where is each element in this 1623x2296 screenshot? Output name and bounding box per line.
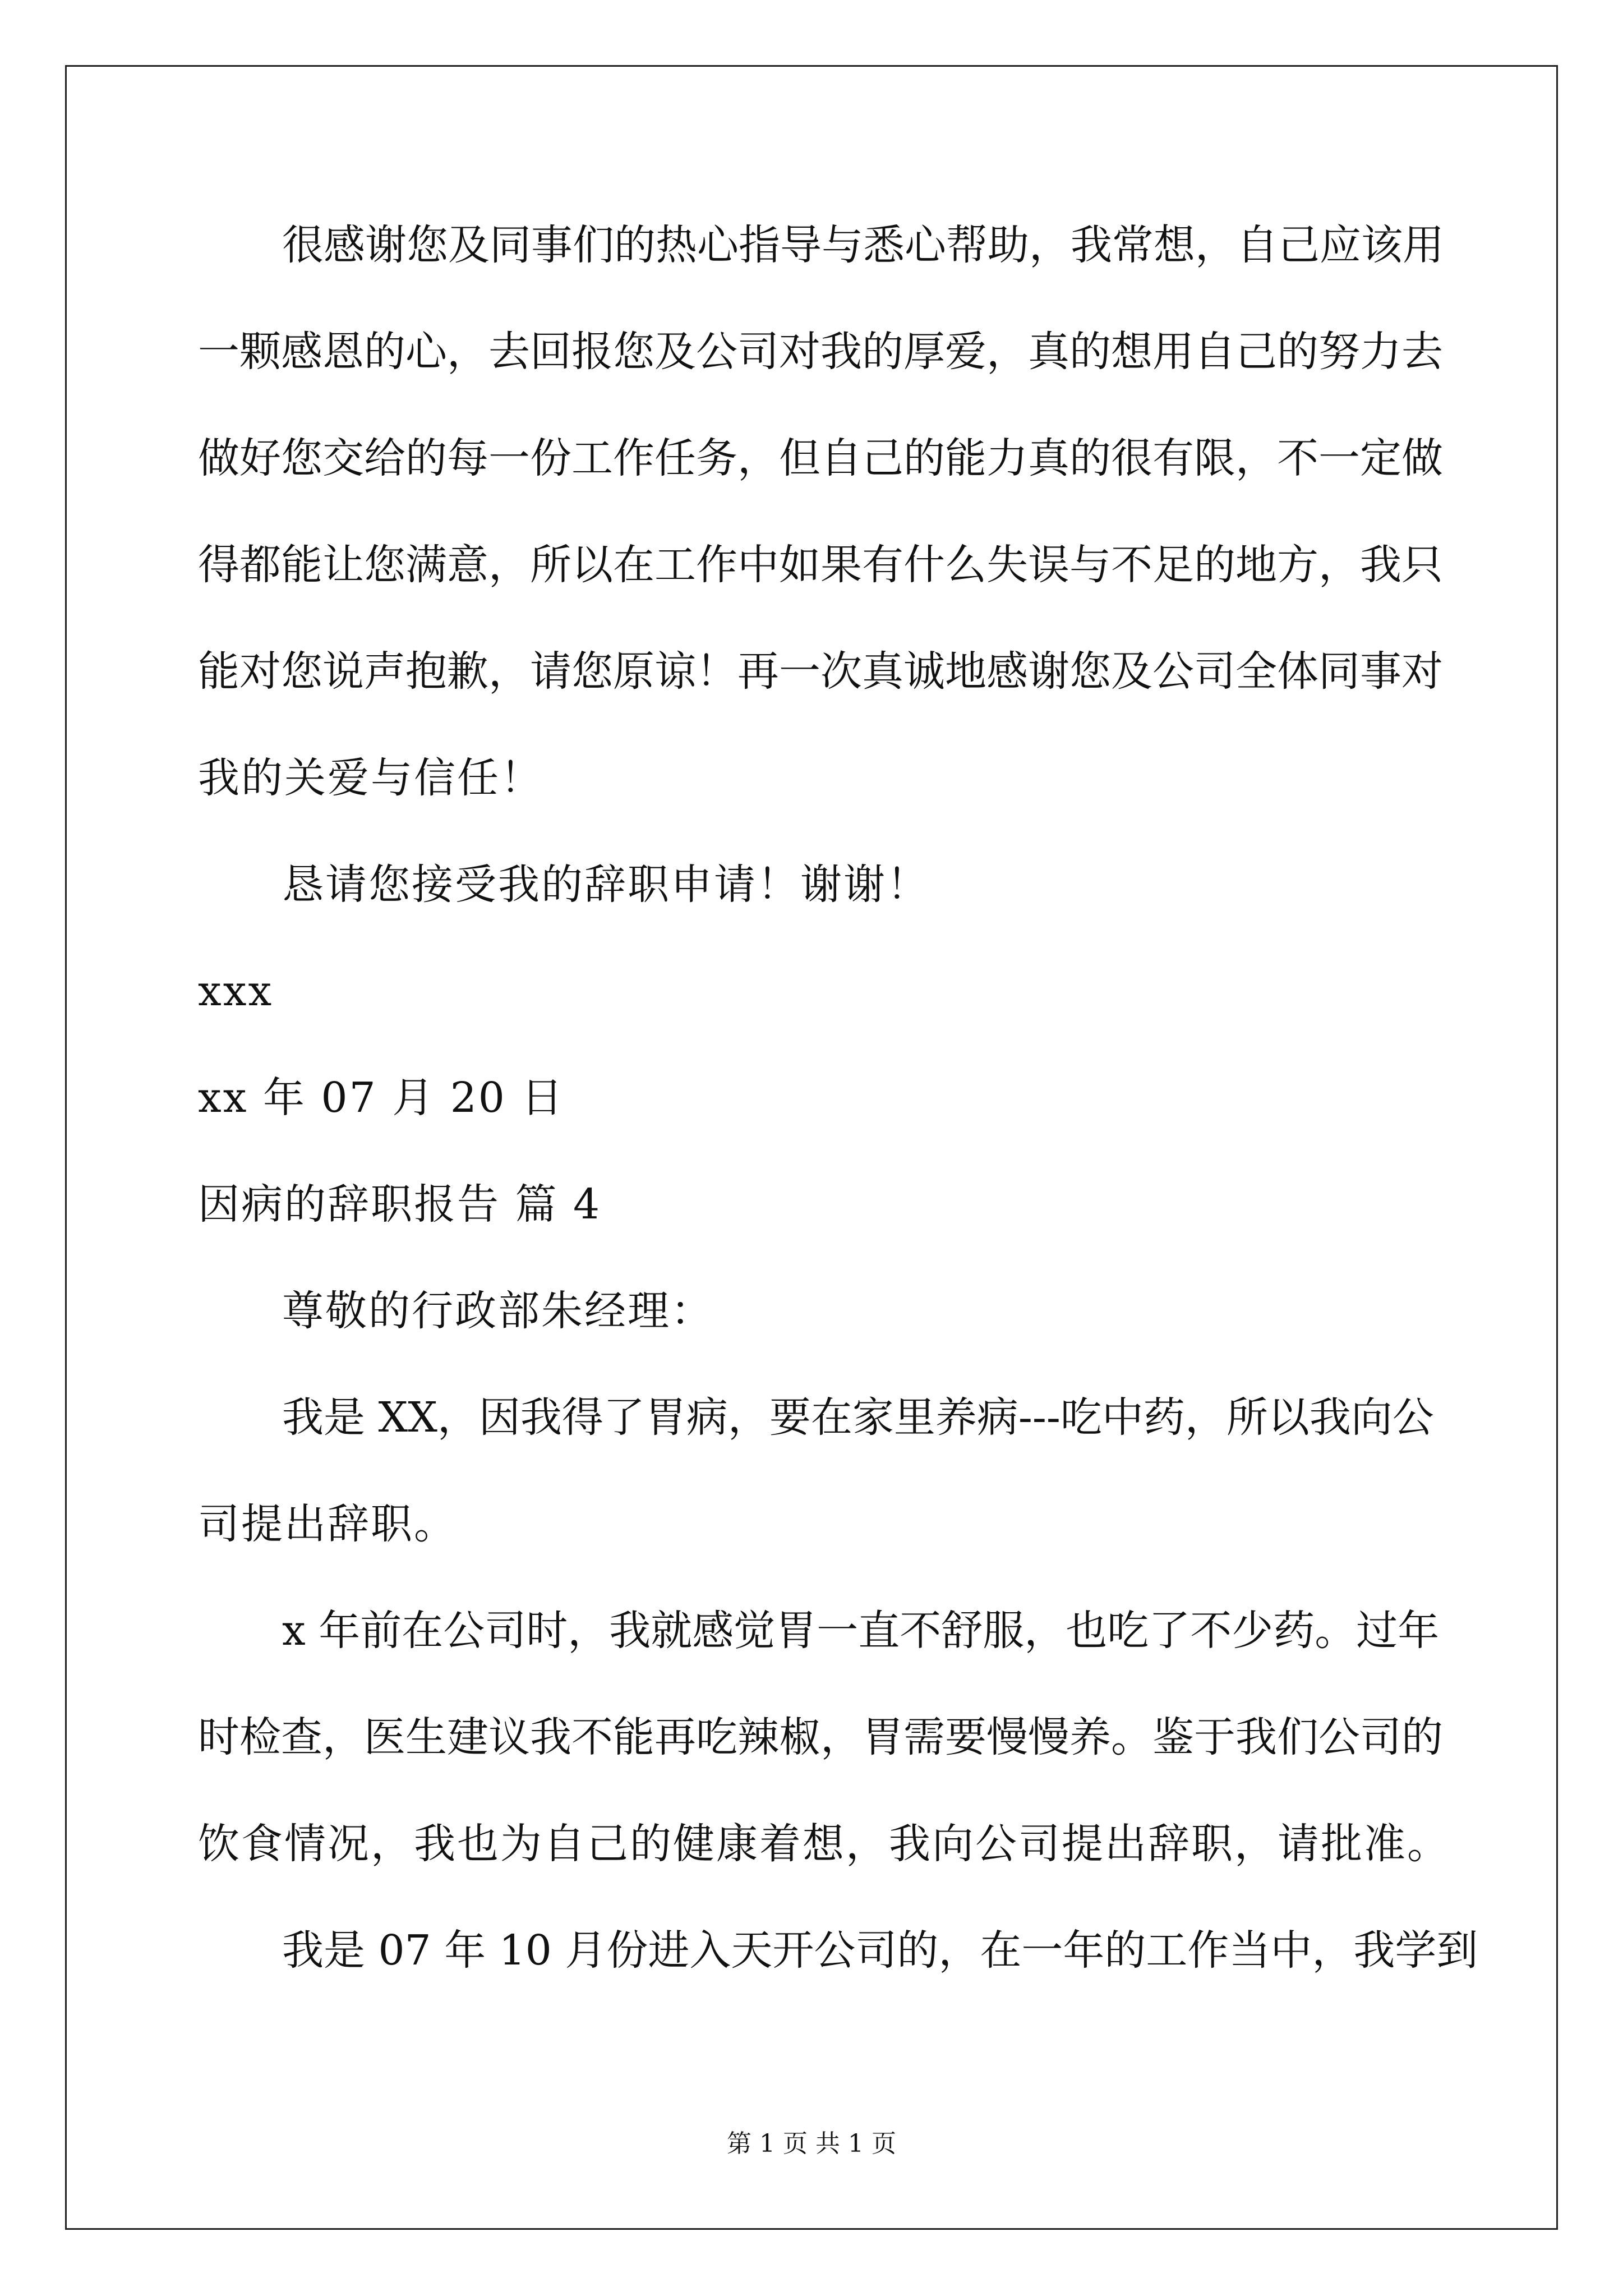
paragraph-line: 能对您说声抱歉，请您原谅！再一次真诚地感谢您及公司全体同事对	[198, 647, 1443, 696]
paragraph-line: 我的关爱与信任！	[198, 754, 543, 802]
section-heading: 因病的辞职报告 篇 4	[198, 1180, 602, 1228]
signature-date: xx 年 07 月 20 日	[198, 1074, 565, 1122]
paragraph-line: 我是 XX，因我得了胃病，要在家里养病---吃中药，所以我向公	[282, 1393, 1434, 1442]
paragraph-line: 很感谢您及同事们的热心指导与悉心帮助，我常想，自己应该用	[282, 221, 1444, 269]
page-border	[65, 65, 1558, 2230]
paragraph-line: 恳请您接受我的辞职申请！谢谢！	[282, 861, 930, 909]
signature-name: xxx	[198, 967, 274, 1015]
paragraph-line: 饮食情况，我也为自己的健康着想，我向公司提出辞职，请批准。	[198, 1820, 1450, 1868]
salutation: 尊敬的行政部朱经理：	[282, 1287, 714, 1335]
paragraph-line: 做好您交给的每一份工作任务，但自己的能力真的很有限，不一定做	[198, 434, 1443, 482]
paragraph-line: 我是 07 年 10 月份进入天开公司的，在一年的工作当中，我学到	[282, 1926, 1478, 1975]
paragraph-line: 得都能让您满意，所以在工作中如果有什么失误与不足的地方，我只	[198, 541, 1443, 589]
page-footer: 第 1 页 共 1 页	[727, 2129, 896, 2158]
paragraph-line: 司提出辞职。	[198, 1500, 457, 1548]
paragraph-line: 一颗感恩的心，去回报您及公司对我的厚爱，真的想用自己的努力去	[198, 328, 1443, 376]
paragraph-line: 时检查，医生建议我不能再吃辣椒，胃需要慢慢养。鉴于我们公司的	[198, 1713, 1443, 1761]
paragraph-line: x 年前在公司时，我就感觉胃一直不舒服，也吃了不少药。过年	[282, 1607, 1440, 1655]
